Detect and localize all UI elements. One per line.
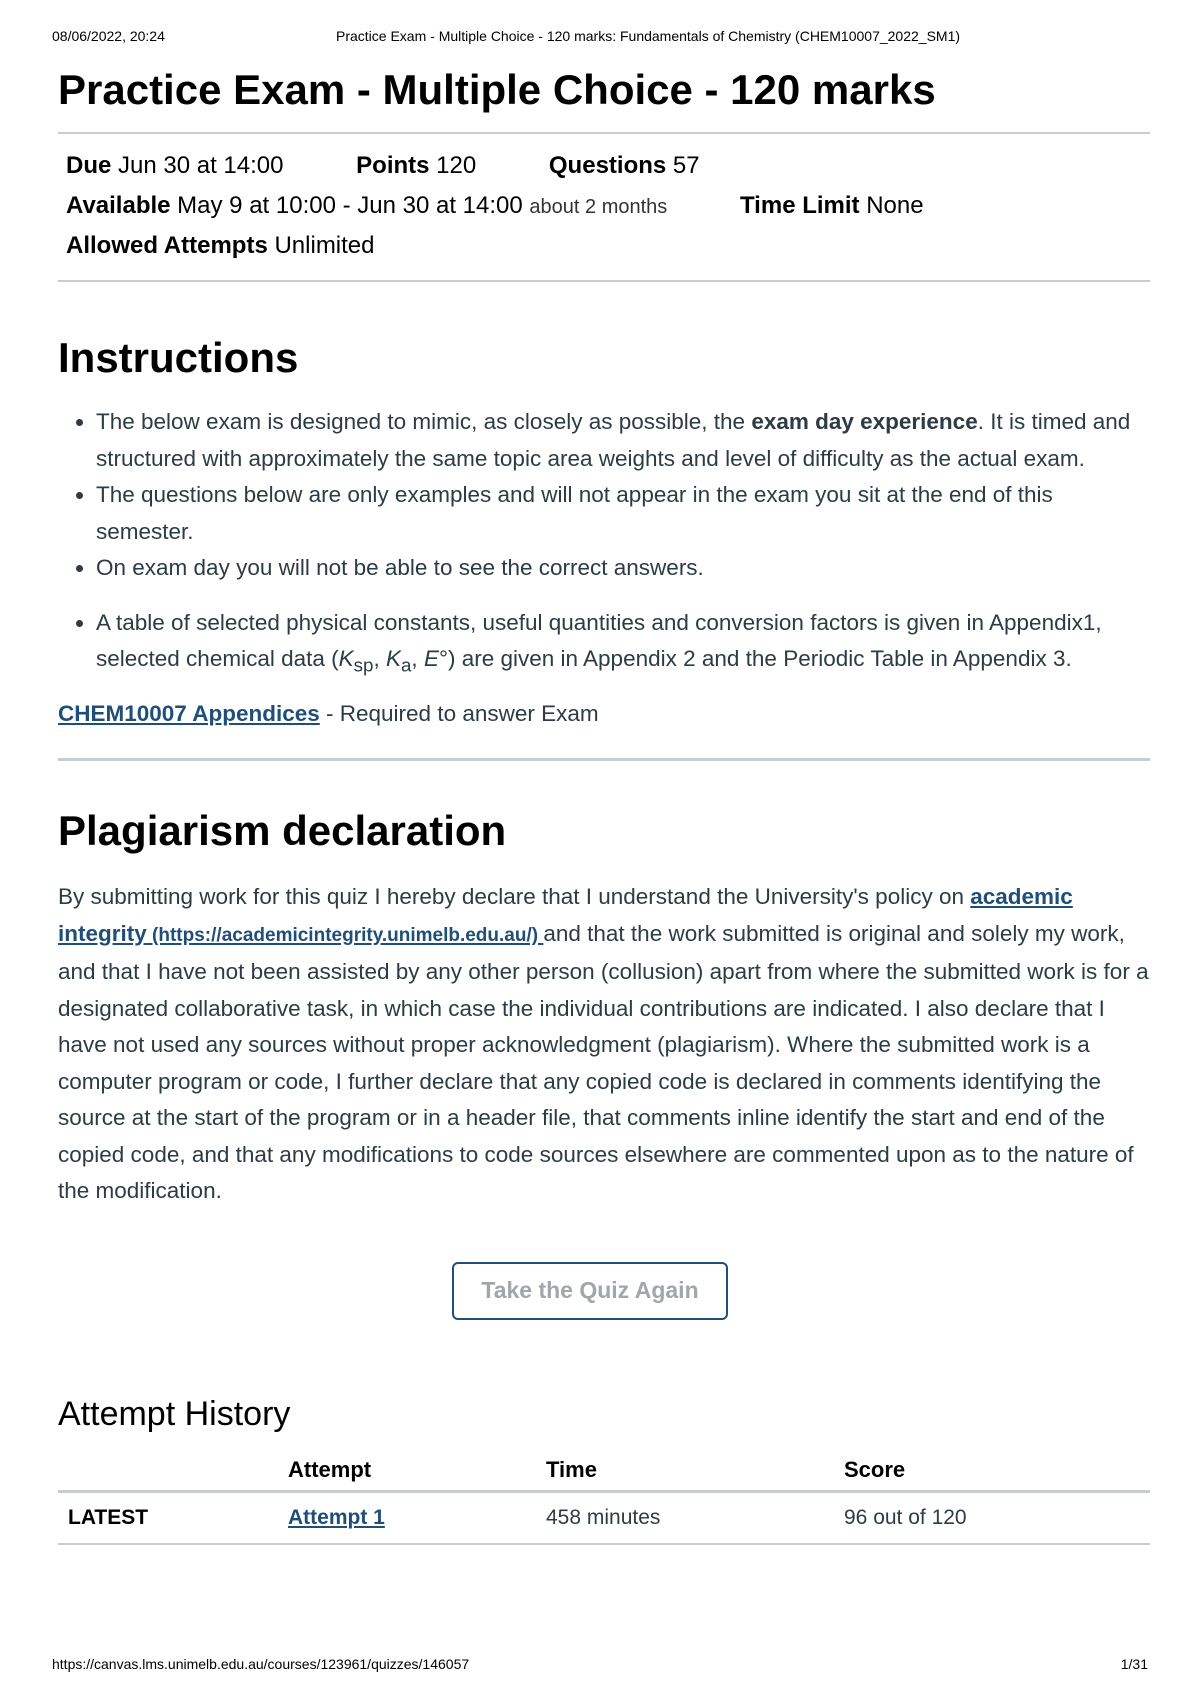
column-header-score: Score bbox=[834, 1450, 1150, 1492]
points-label: Points bbox=[356, 152, 430, 179]
questions-detail bbox=[549, 146, 700, 186]
instruction-text: The below exam is designed to mimic, as closely as possible, the bbox=[96, 409, 752, 434]
instructions-list bbox=[58, 404, 1150, 684]
ksp-subscript: sp bbox=[353, 654, 374, 676]
time-limit-detail bbox=[740, 186, 924, 226]
attempts-label: Allowed Attempts bbox=[66, 232, 268, 259]
time-limit-label: Time Limit bbox=[739, 192, 860, 219]
column-header-time: Time bbox=[536, 1450, 834, 1492]
quiz-details bbox=[58, 134, 1150, 280]
instruction-text: A table of selected physical constants, useful quantities and conversion factors is given in Appendix1, selected chemical data ( bbox=[96, 609, 1102, 671]
table-header-row bbox=[58, 1450, 1150, 1492]
questions-label: Questions bbox=[548, 152, 667, 179]
column-header-attempt: Attempt bbox=[278, 1450, 536, 1492]
available-detail bbox=[66, 186, 667, 227]
column-header bbox=[58, 1450, 278, 1492]
score-cell: 96 out of 120 bbox=[834, 1492, 1150, 1544]
due-value: Jun 30 at 14:00 bbox=[118, 152, 284, 179]
latest-tag: LATEST bbox=[58, 1492, 278, 1544]
time-limit-value: None bbox=[866, 192, 924, 219]
attempts-detail bbox=[66, 226, 375, 266]
instruction-text: ) are given in Appendix 2 and the Periodic Table in Appendix 3. bbox=[447, 646, 1072, 671]
available-value: May 9 at 10:00 - Jun 30 at 14:00 bbox=[177, 192, 523, 219]
separator: , bbox=[373, 646, 386, 671]
print-doc-title: Practice Exam - Multiple Choice - 120 marks: Fundamentals of Chemistry (CHEM10007_2022_SM1) bbox=[336, 28, 961, 44]
list-item bbox=[96, 605, 1150, 685]
declaration-text: and that the work submitted is original and solely my work, and that I have not been assisted by any other person (collusion) apart from where the submitted work is for a designated collaborative task, in which case the individual contributions are indicated. I also declare that I have not used any sources without proper acknowledgment (plagiarism). Where the submitted work is a computer program or code, I further declare that any copied code is declared in comments identifying the source at the start of the program or in a header file, that comments inline identify the start and end of the copied code, and that any modifications to code sources elsewhere are commented upon as to the nature of the modification. bbox=[58, 920, 1149, 1203]
separator: , bbox=[411, 646, 424, 671]
academic-integrity-link-text: academic integrity bbox=[58, 884, 1073, 946]
attempts-value: Unlimited bbox=[274, 232, 375, 259]
print-date: 08/06/2022, 20:24 bbox=[52, 28, 165, 44]
attempt-cell bbox=[278, 1492, 536, 1544]
plagiarism-declaration bbox=[58, 879, 1150, 1210]
ksp-symbol: K bbox=[338, 646, 354, 671]
attempt-1-link[interactable]: Attempt 1 bbox=[288, 1505, 385, 1529]
ka-symbol: K bbox=[385, 646, 401, 671]
print-url: https://canvas.lms.unimelb.edu.au/courses/123961/quizzes/146057 bbox=[52, 1656, 470, 1672]
questions-value: 57 bbox=[672, 152, 700, 179]
points-detail bbox=[356, 146, 476, 186]
time-cell: 458 minutes bbox=[536, 1492, 834, 1544]
instruction-text: On exam day you will not be able to see the correct answers. bbox=[96, 555, 704, 580]
appendices-line bbox=[58, 696, 1150, 752]
ka-subscript: a bbox=[400, 654, 412, 676]
list-item bbox=[96, 404, 1150, 477]
retake-container bbox=[58, 1262, 1150, 1322]
take-quiz-again-button[interactable]: Take the Quiz Again bbox=[452, 1262, 728, 1320]
due-label: Due bbox=[66, 152, 112, 179]
instruction-text: The questions below are only examples and will not appear in the exam you sit at the end of this semester. bbox=[96, 482, 1053, 544]
attempt-history-table bbox=[58, 1450, 1150, 1545]
e-symbol: E bbox=[423, 646, 439, 671]
instructions-heading: Instructions bbox=[58, 334, 299, 381]
page-title: Practice Exam - Multiple Choice - 120 marks bbox=[58, 66, 936, 113]
degree-symbol: ° bbox=[438, 646, 448, 671]
appendices-suffix: - Required to answer Exam bbox=[319, 701, 599, 726]
instruction-emphasis: exam day experience bbox=[751, 409, 978, 434]
print-footer bbox=[0, 1656, 1200, 1676]
academic-integrity-url: (https://academicintegrity.unimelb.edu.au/) bbox=[146, 924, 544, 946]
plagiarism-heading: Plagiarism declaration bbox=[58, 807, 507, 854]
print-header bbox=[0, 26, 1200, 46]
due-detail bbox=[66, 146, 283, 186]
instruction-text: . It is timed and structured with approximately the same topic area weights and level of difficulty as the actual exam. bbox=[96, 409, 1131, 471]
table-row bbox=[58, 1492, 1150, 1544]
appendices-link[interactable]: CHEM10007 Appendices bbox=[58, 701, 320, 726]
attempt-history-heading: Attempt History bbox=[58, 1394, 291, 1433]
available-label: Available bbox=[66, 192, 171, 219]
available-duration: about 2 months bbox=[529, 196, 668, 218]
list-item bbox=[96, 477, 1150, 550]
list-item bbox=[96, 550, 1150, 587]
declaration-text: By submitting work for this quiz I hereby declare that I understand the University's policy on bbox=[58, 884, 971, 909]
page-number: 1/31 bbox=[1120, 1656, 1148, 1672]
quiz-content bbox=[58, 60, 1150, 1545]
points-value: 120 bbox=[436, 152, 477, 179]
